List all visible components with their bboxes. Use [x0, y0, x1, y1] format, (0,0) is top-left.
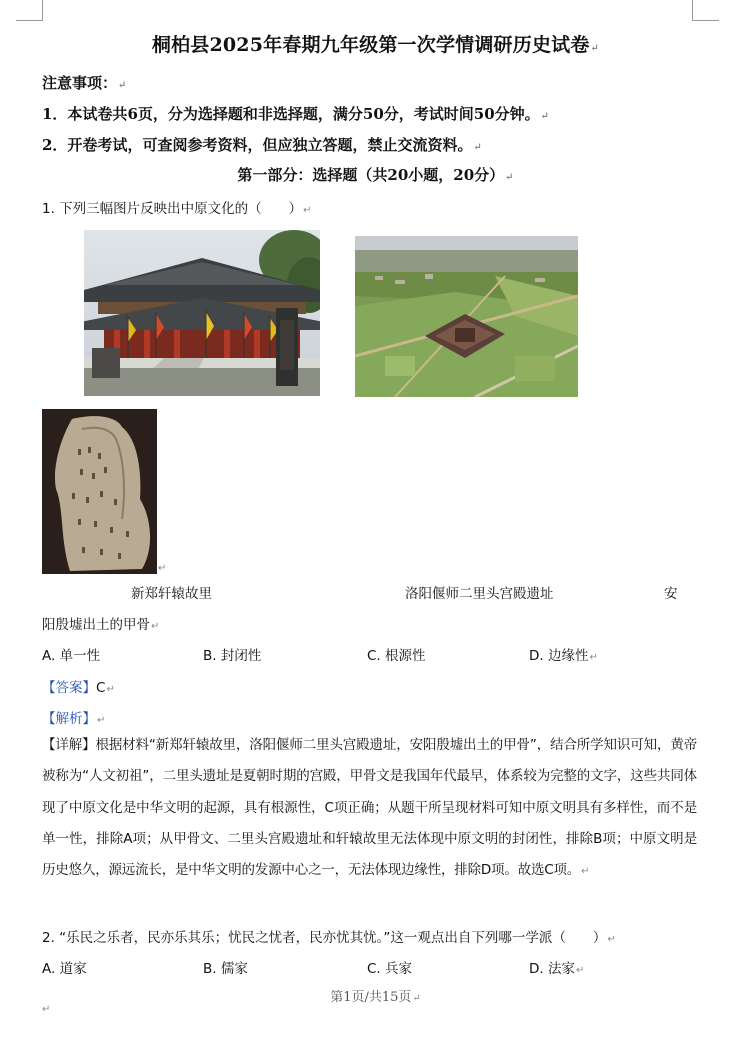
caption-anyang-end: 阳殷墟出土的甲骨↵ [42, 617, 160, 633]
notice-item: 1．本试卷共6页，分为选择题和非选择题，满分50分，考试时间50分钟。↵ [42, 105, 550, 123]
caption-palace: 新郑轩辕故里 [131, 586, 212, 602]
notice-heading: 注意事项：↵ [42, 74, 127, 92]
section-title: 第一部分：选择题（共20小题，20分）↵ [237, 166, 514, 184]
oracle-bone-photo [42, 409, 157, 574]
detail-text: 根据材料“新郑轩辕故里，洛阳偃师二里头宫殿遗址，安阳殷墟出土的甲骨”，结合所学知识可知，黄帝被称为“人文初祖”，二里头遗址是夏朝时期的宫殿，甲骨文是我国年代最早，体系较为完整的文字，这些共同体现了中原文化是中华文明的起源，具有根源性，C项正确；从题干所呈现材料可知中原文明具有多样性，而不是单一性，排除A项；从甲骨文、二里头宫殿遗址和轩辕故里无法体现中原文明的封闭性，排除B项；中原文明是历史悠久，源远流长，是中华文明的发源中心之一，无法体现边缘性，排除D项。故选C项。 [42, 737, 697, 879]
option-a: A. 单一性 [42, 648, 101, 664]
margin-corner-mark [16, 0, 43, 21]
option-d: D. 边缘性↵ [529, 648, 598, 664]
paragraph-mark: ↵ [42, 1004, 51, 1015]
option-b: B. 封闭性 [203, 648, 262, 664]
answer-line: 【答案】C↵ [42, 680, 115, 696]
option-c: C. 兵家 [367, 961, 413, 977]
margin-corner-mark [692, 0, 719, 21]
caption-anyang-start: 安 [664, 586, 678, 602]
question-stem: 1. 下列三幅图片反映出中原文化的（ ）↵ [42, 201, 312, 217]
question-stem: 2. “乐民之乐者，民亦乐其乐；忧民之忧者，民亦忧其忧。”这一观点出自下列哪一学派（ ）↵ [42, 930, 616, 946]
notice-item: 2．开卷考试，可查阅参考资料，但应独立答题，禁止交流资料。↵ [42, 136, 482, 154]
caption-erlitou: 洛阳偃师二里头宫殿遗址 [405, 586, 554, 602]
detail-label: 【详解】 [42, 737, 96, 753]
option-c: C. 根源性 [367, 648, 426, 664]
paragraph-mark: ↵ [158, 563, 167, 574]
palace-photo [84, 230, 320, 396]
detail-paragraph: 【详解】根据材料“新郑轩辕故里，洛阳偃师二里头宫殿遗址，安阳殷墟出土的甲骨”，结合所学知识可知，黄帝被称为“人文初祖”，二里头遗址是夏朝时期的宫殿，甲骨文是我国年代最早，体系较为完整的文字，这些共同体现了中原文化是中华文明的起源，具有根源性，C项正确；从题干所呈现材料可知中原文明具有多样性，而不是单一性，排除A项；从甲骨文、二里头宫殿遗址和轩辕故里无法体现中原文明的封闭性，排除B项；中原文明是历史悠久，源远流长，是中华文明的发源中心之一，无法体现边缘性，排除D项。故选C项。↵ [42, 737, 697, 879]
page-number: 第1页/共15页↵ [330, 990, 421, 1005]
aerial-site-photo [355, 236, 578, 397]
answer-value: C [96, 680, 106, 696]
option-a: A. 道家 [42, 961, 87, 977]
analysis-label: 【解析】 [42, 711, 96, 727]
page-title: 桐柏县2025年春期九年级第一次学情调研历史试卷↵ [151, 34, 600, 56]
option-b: B. 儒家 [203, 961, 248, 977]
answer-label: 【答案】 [42, 680, 96, 696]
analysis-line: 【解析】↵ [42, 711, 106, 727]
option-d: D. 法家↵ [529, 961, 585, 977]
